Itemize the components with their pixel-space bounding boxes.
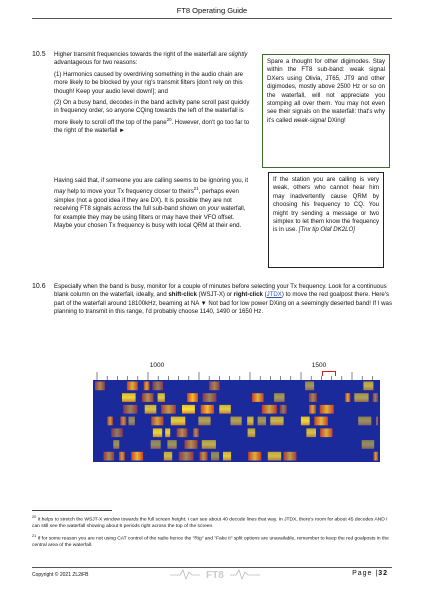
signal-trace <box>345 393 350 402</box>
signal-trace <box>223 452 231 461</box>
signal-trace <box>374 452 379 461</box>
signal-trace <box>120 417 126 426</box>
signal-trace <box>301 417 310 426</box>
signal-trace <box>248 452 261 461</box>
signal-trace <box>252 393 264 402</box>
signal-trace <box>305 382 314 391</box>
signal-trace <box>284 452 297 461</box>
signal-trace <box>258 417 266 426</box>
signal-trace <box>248 428 256 437</box>
signal-trace <box>144 382 150 391</box>
signal-trace <box>129 417 135 426</box>
signal-trace <box>314 417 328 426</box>
signal-trace <box>247 417 253 426</box>
signal-trace <box>320 428 332 437</box>
signal-trace <box>320 405 334 414</box>
signal-trace <box>363 382 373 391</box>
scale-label-1500: 1500 <box>311 362 327 369</box>
signal-trace <box>209 382 220 391</box>
signal-trace <box>151 440 161 449</box>
waterfall-image <box>93 380 380 462</box>
signal-trace <box>119 452 125 461</box>
signal-trace <box>376 417 378 426</box>
copyright: Copyright © 2021 ZL2iFB <box>32 572 89 578</box>
signal-trace <box>219 405 231 414</box>
footnote-21: $^{21}$ If for some reason you are not using CAT control of the radio hence the "Rig" and "Fake it" split options are unavailable, remember to keep the red goalposts in the central area of the waterfall. <box>32 534 389 548</box>
signal-trace <box>142 393 153 402</box>
signal-trace <box>153 428 162 437</box>
jtdx-link[interactable]: JTDX <box>266 291 282 299</box>
signal-trace <box>131 452 143 461</box>
page-number: Page |32 <box>352 570 388 577</box>
signal-trace <box>165 428 170 437</box>
signal-trace <box>153 382 164 391</box>
signal-trace <box>268 452 281 461</box>
svg-text:FT8: FT8 <box>206 570 224 581</box>
footnote-rule <box>32 510 112 511</box>
section-10-6-body: Especially when the band is busy, monitor for a couple of minutes before selecting your Tx frequency. Look for a continuous blank column on the waterfall, ideally, and shift-click (WSJT-X) or right-click (JTDX) to move the red goalpost there. Here's part of the waterfall around 18100kHz, beaming at NA ▼ Not bad for low power DXing on a seemingly deserted band! If I was planning to transmit in this range, I'd probably choose 1140, 1490 or 1650 Hz. <box>54 283 392 316</box>
signal-trace <box>107 417 113 426</box>
signal-trace <box>122 393 136 402</box>
waterfall-signals <box>93 380 380 462</box>
signal-trace <box>202 440 216 449</box>
signal-trace <box>309 405 316 414</box>
signal-trace <box>177 428 188 437</box>
signal-trace <box>179 452 194 461</box>
signal-trace <box>309 393 317 402</box>
signal-trace <box>123 405 137 414</box>
signal-trace <box>274 393 284 402</box>
signal-trace <box>95 382 105 391</box>
signal-trace <box>373 393 378 402</box>
page-header-title: FT8 Operating Guide <box>176 6 248 15</box>
signal-trace <box>358 417 371 426</box>
note-box-weak-station: If the station you are calling is very weak, others who cannot hear him may inadvertently cause QRM by choosing his frequency to CQ. You might try sending a message or two simplex to let them know the frequency is in use. [Tnx tip Olaf DK2LO] <box>268 172 384 268</box>
section-number-10-5: 10.5 <box>32 51 46 58</box>
tip-box-digimodes: Spare a thought for other digimodes. Stay within the FT8 sub-band: weak signal DXers using Olivia, JT65, JT9 and other digimodes, mostly above 2500 Hz or so on the waterfall, will not appreciate you stomping all over them. You may not even see their signals on the waterfall: that's why it's called weak-signal DXing! <box>262 54 390 168</box>
signal-trace <box>164 452 172 461</box>
para-1: Higher transmit frequencies towards the right of the waterfall are slightly advantageous for two reasons: <box>54 51 248 67</box>
signal-trace <box>200 452 208 461</box>
signal-trace <box>306 428 316 437</box>
signal-trace <box>354 393 368 402</box>
signal-trace <box>182 405 195 414</box>
signal-trace <box>145 405 157 414</box>
section-number-10-6: 10.6 <box>32 283 46 290</box>
footnote-20: $^{20}$ It helps to stretch the WSJT-X window towards the full screen height: I can see about 40 decode lines that way. In JTDX, there's room for about 45 decodes AND I can still see the waterfall showing about 6 periods right across the top of the screen. <box>32 515 388 529</box>
scale-ticks <box>93 371 380 380</box>
para-4: Having said that, if someone you are calling seems to be ignoring you, it may help to move your Tx frequency closer to theirs$^{21}$, perhaps even simplex (not a good idea if they are DX). It is possible they are not receiving FT8 signals across the full sub-band shown on your waterfall, for example they may be using filters or may have their VFO offset. Maybe your chosen Tx frequency is busy with local QRM at their end. <box>54 177 249 230</box>
signal-trace <box>280 405 287 414</box>
signal-trace <box>127 382 138 391</box>
scale-label-1000: 1000 <box>149 362 165 369</box>
header-rule <box>32 18 392 19</box>
signal-trace <box>203 393 217 402</box>
signal-trace <box>231 417 242 426</box>
signal-trace <box>171 417 186 426</box>
signal-trace <box>161 405 176 414</box>
section-10-5-body <box>54 51 252 139</box>
signal-trace <box>185 440 198 449</box>
signal-trace <box>187 393 198 402</box>
footer-logo <box>170 567 260 581</box>
signal-trace <box>211 452 219 461</box>
signal-trace <box>158 393 165 402</box>
signal-trace <box>151 417 163 426</box>
signal-trace <box>113 440 119 449</box>
signal-trace <box>270 417 283 426</box>
signal-trace <box>198 417 210 426</box>
signal-trace <box>104 452 115 461</box>
signal-trace <box>193 428 199 437</box>
signal-trace <box>201 405 214 414</box>
para-3: (2) On a busy band, decodes in the band activity pane scroll past quickly in frequency order, so anyone CQing towards the left of the waterfall is more likely to scroll off the top of the pane$^{20}$. However, don't go too far to the right of the waterfall ► <box>54 99 250 135</box>
signal-trace <box>167 440 176 449</box>
para-2: (1) Harmonics caused by overdriving something in the audio chain are more likely to be blocked by your rig's transmit filters [don't rely on this though! Keep your audio level down!]; and <box>54 70 244 95</box>
signal-trace <box>362 440 375 449</box>
signal-trace <box>111 428 123 437</box>
signal-trace <box>262 405 277 414</box>
